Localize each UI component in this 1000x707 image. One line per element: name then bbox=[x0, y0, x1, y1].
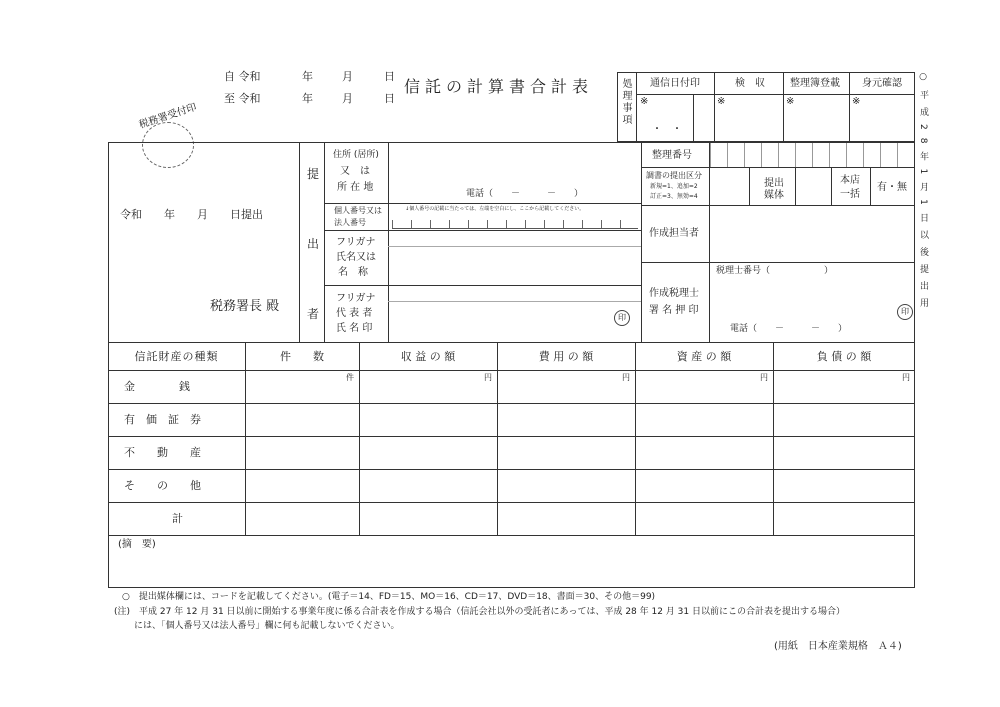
tax-accountant-number: 税理士番号（ ） bbox=[716, 266, 834, 276]
hq-value[interactable]: 有・無 bbox=[877, 182, 907, 193]
note-line-3: には、「個人番号又は法人番号」欄に何も記載しないでください。 bbox=[134, 621, 400, 631]
rep-label-1: フリガナ bbox=[336, 293, 376, 304]
submitter-label-3: 者 bbox=[307, 307, 320, 321]
processing-mark-3: ※ bbox=[786, 96, 795, 107]
row-label-securities: 有 価 証 券 bbox=[124, 413, 201, 426]
id-digit-ticks bbox=[392, 220, 638, 228]
processing-mark-2: ※ bbox=[717, 96, 726, 107]
period-from-year: 年 bbox=[302, 70, 313, 83]
name-label-1: フリガナ bbox=[336, 237, 376, 248]
ref-number-boxes[interactable] bbox=[710, 143, 914, 167]
period-from-day: 日 bbox=[384, 70, 395, 83]
period-to-month: 月 bbox=[342, 92, 353, 105]
submit-date: 令和 年 月 日提出 bbox=[120, 208, 263, 221]
rep-label-3: 氏 名 印 bbox=[336, 323, 373, 334]
address-label-top: 住所 (居所) bbox=[333, 150, 379, 160]
period-to-year: 年 bbox=[302, 92, 313, 105]
address-label-mid: 又 は bbox=[340, 166, 370, 177]
submitter-phone: 電話（ － － ） bbox=[466, 189, 584, 199]
unit-yen-assets: 円 bbox=[760, 373, 768, 382]
processing-label: 処理事項 bbox=[620, 78, 631, 126]
ref-number-label: 整理番号 bbox=[652, 150, 692, 161]
note-line-2: (注) 平成 27 年 12 月 31 日以前に開始する事業年度に係る合計表を作成する場合（信託会社以外の受託者にあっては、平成 28 年 12 月 31 日以前にこの合計表を提出する場合） bbox=[114, 607, 845, 617]
processing-mark-1: ※ bbox=[640, 96, 649, 107]
tax-accountant-label-1: 作成税理士 bbox=[649, 288, 699, 299]
hq-label-1: 本店 bbox=[840, 175, 860, 186]
rep-label-2: 代 表 者 bbox=[336, 308, 373, 319]
table-header-type: 信託財産の種類 bbox=[134, 350, 219, 363]
rep-seal-icon: 印 bbox=[614, 310, 630, 326]
table-header-assets: 資 産 の 額 bbox=[676, 350, 732, 363]
period-to-label: 至 令和 bbox=[224, 92, 261, 105]
submit-category-box[interactable] bbox=[710, 180, 746, 202]
id-label-1: 個人番号又は bbox=[334, 206, 382, 215]
side-note: ○平成28年1月1日以後提出用 bbox=[918, 72, 928, 315]
media-label-1: 提出媒体 bbox=[764, 178, 784, 201]
stamp-text: 税務署受付印 bbox=[137, 102, 199, 132]
period-from-month: 月 bbox=[342, 70, 353, 83]
name-label-2: 氏名又は bbox=[336, 252, 376, 263]
hq-label-2: 一括 bbox=[840, 189, 860, 200]
note-line-1: ○ 提出媒体欄には、コードを記載してください。(電子＝14、FD＝15、MO＝16、CD＝17、DVD＝18、書面＝30、その他＝99) bbox=[122, 592, 656, 602]
table-header-count: 件 数 bbox=[280, 350, 324, 363]
table-header-liabilities: 負 債 の 額 bbox=[816, 350, 872, 363]
row-label-real-estate: 不 動 産 bbox=[124, 446, 201, 459]
unit-yen-expense: 円 bbox=[622, 373, 630, 382]
name-label-3: 名 称 bbox=[338, 267, 368, 278]
row-label-cash: 金 銭 bbox=[124, 380, 190, 393]
tax-accountant-phone: 電話（ － － ） bbox=[730, 324, 848, 334]
media-input[interactable] bbox=[796, 168, 830, 204]
processing-header-date: 通信日付印 bbox=[650, 78, 700, 89]
unit-count: 件 bbox=[346, 373, 354, 382]
unit-yen-revenue: 円 bbox=[484, 373, 492, 382]
processing-header-register: 整理簿登載 bbox=[790, 78, 840, 89]
table-header-revenue: 収 益 の 額 bbox=[400, 350, 456, 363]
page-title: 信託の計算書合計表 bbox=[404, 77, 594, 96]
processing-header-inspect: 検 収 bbox=[735, 78, 765, 89]
remarks-label: (摘 要) bbox=[118, 539, 156, 550]
address-label-bottom: 所 在 地 bbox=[337, 182, 374, 193]
id-label-2: 法人番号 bbox=[334, 218, 366, 227]
period-from-label: 自 令和 bbox=[224, 70, 261, 83]
id-note: ↓個人番号の記載に当たっては、左端を空白にし、ここから記載してください。 bbox=[405, 206, 585, 212]
processing-mark-4: ※ bbox=[852, 96, 861, 107]
footer-paper-spec: (用紙 日本産業規格 Ａ４) bbox=[774, 641, 902, 652]
preparer-field[interactable] bbox=[711, 207, 914, 261]
table-header-expense: 費 用 の 額 bbox=[538, 350, 594, 363]
submitter-label-1: 提 bbox=[307, 167, 320, 181]
preparer-label: 作成担当者 bbox=[649, 228, 699, 239]
remarks-field[interactable] bbox=[110, 552, 913, 586]
processing-dots: ・ ・ bbox=[652, 124, 682, 135]
unit-yen-liabilities: 円 bbox=[902, 373, 910, 382]
submit-category-opt-2: 訂正=3、無効=4 bbox=[650, 193, 698, 200]
tax-accountant-label-2: 署 名 押 印 bbox=[649, 305, 699, 316]
submit-category-opt-1: 新規=1、追加=2 bbox=[650, 183, 698, 190]
row-label-other: そ の 他 bbox=[124, 479, 201, 492]
row-label-total: 計 bbox=[172, 512, 183, 525]
tax-accountant-seal-icon: 印 bbox=[897, 304, 913, 320]
tax-office-label: 税務署長 殿 bbox=[210, 299, 280, 314]
processing-header-identity: 身元確認 bbox=[862, 78, 902, 89]
period-to-day: 日 bbox=[384, 92, 395, 105]
submitter-label-2: 出 bbox=[307, 237, 320, 251]
submit-category-label: 調書の提出区分 bbox=[646, 171, 702, 180]
